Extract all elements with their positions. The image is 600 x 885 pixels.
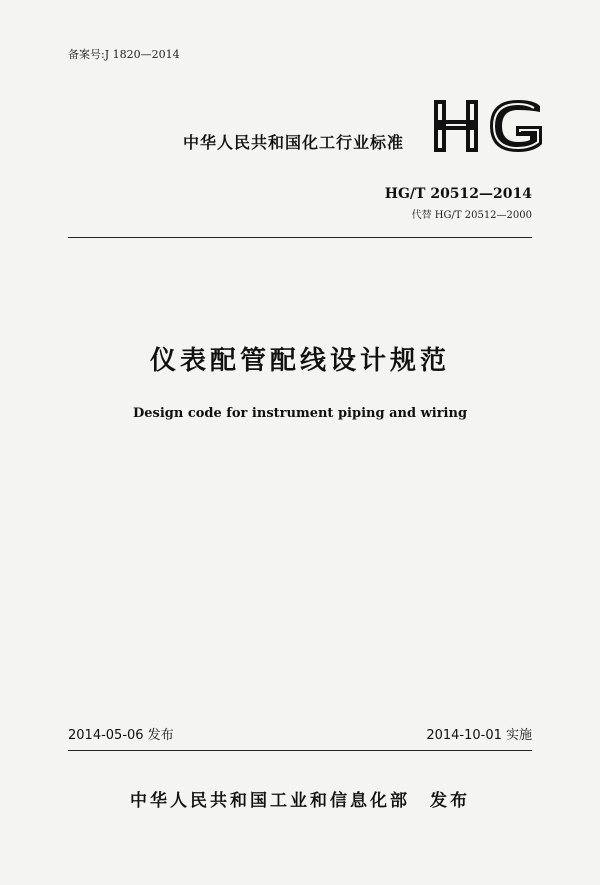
bottom-divider (68, 750, 532, 751)
hg-logo (430, 96, 550, 156)
implementation-date: 2014-10-01 实施 (426, 728, 532, 743)
title-chinese: 仪表配管配线设计规范 (149, 346, 450, 376)
publisher: 中华人民共和国工业和信息化部 发布 (130, 791, 470, 811)
issue-date: 2014-05-06 发布 (68, 728, 174, 743)
record-number: 备案号:J 1820—2014 (68, 48, 180, 61)
replaces-note: 代替 HG/T 20512—2000 (411, 210, 532, 221)
standard-code: HG/T 20512—2014 (384, 186, 532, 202)
top-divider (68, 237, 532, 238)
hg-logo-graphic (430, 96, 550, 156)
title-english: Design code for instrument piping and wiring (132, 406, 468, 421)
standard-category: 中华人民共和国化工行业标准 (183, 133, 405, 152)
